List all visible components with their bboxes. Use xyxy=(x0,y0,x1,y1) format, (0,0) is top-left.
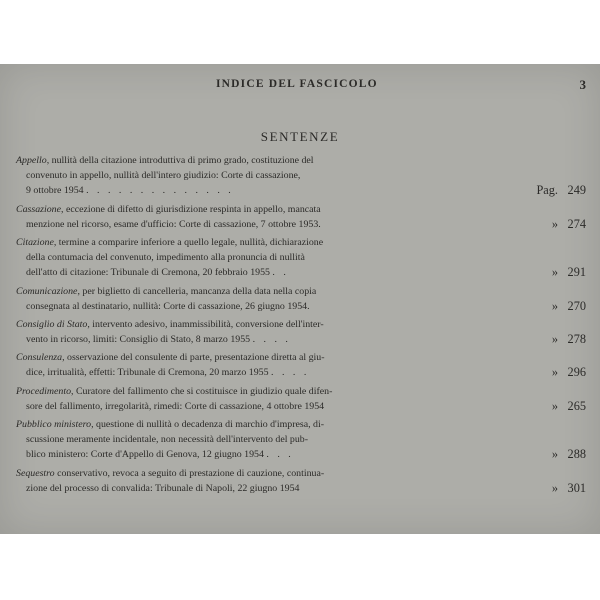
entry-topic: Consiglio di Stato xyxy=(16,318,88,330)
entry-topic: Pubblico ministero xyxy=(16,419,92,430)
scanned-page xyxy=(0,64,600,534)
entry-continuation-line xyxy=(0,447,600,462)
entry-text: , nullità della citazione introduttiva di primo grado, costituzione del xyxy=(46,155,314,166)
entry-first-line xyxy=(0,317,600,332)
entry-text: dice, irritualità, effetti: Tribunale di Cremona, 20 marzo 1955 xyxy=(26,367,269,379)
entry-first-line xyxy=(0,466,600,481)
page-label: » xyxy=(551,447,558,462)
entry-topic: Citazione xyxy=(16,236,54,248)
index-entry xyxy=(0,284,600,314)
entry-continuation-line xyxy=(0,299,600,314)
entry-topic: Sequestro xyxy=(16,467,55,479)
index-entry xyxy=(0,317,600,347)
page-ref-number: 291 xyxy=(567,265,586,280)
running-head: INDICE DEL FASCICOLO xyxy=(216,78,378,90)
entry-continuation-line xyxy=(0,399,600,414)
entry-text: , Curatore del fallimento che si costituisce in giudizio quale difen- xyxy=(71,385,333,397)
entry-text: dell'atto di citazione: Tribunale di Cremona, 20 febbraio 1955 xyxy=(26,267,270,279)
entry-continuation-line xyxy=(0,332,600,347)
entry-first-line xyxy=(0,153,600,168)
entry-continuation-line xyxy=(0,365,600,380)
entry-text: , osservazione del consulente di parte, presentazione diretta al giu- xyxy=(62,352,325,364)
entry-topic: Comunicazione xyxy=(16,285,78,297)
page-label: » xyxy=(551,332,558,347)
index-entries xyxy=(0,153,600,499)
leader-dots: . . . . xyxy=(271,367,310,379)
entry-first-line xyxy=(0,350,600,365)
entry-text: convenuto in appello, nullità dell'intero giudizio: Corte di cassazione, xyxy=(26,170,301,182)
entry-topic: Procedimento xyxy=(16,385,72,397)
entry-text: blico ministero: Corte d'Appello di Genova, 12 giugno 1954 xyxy=(26,449,264,461)
leader-dots: . . xyxy=(272,267,289,279)
page-ref-number: 265 xyxy=(567,398,586,413)
leader-dots: . . . . . . . . . . . . . . xyxy=(86,185,234,197)
entry-first-line xyxy=(0,417,600,432)
page-label: Pag. xyxy=(536,183,558,198)
entry-text: , per biglietto di cancelleria, mancanza della data nella copia xyxy=(77,285,317,297)
entry-first-line xyxy=(0,384,600,399)
entry-first-line xyxy=(0,284,600,299)
page-ref-number: 249 xyxy=(567,183,586,198)
entry-text: zione del processo di convalida: Tribunale di Napoli, 22 giugno 1954 xyxy=(26,482,300,494)
page-header xyxy=(0,78,600,94)
entry-text: , questione di nullità o decadenza di marchio d'impresa, di- xyxy=(91,419,325,430)
index-entry xyxy=(0,153,600,199)
index-entry xyxy=(0,384,600,414)
page-label: » xyxy=(551,398,558,413)
page-ref-number: 270 xyxy=(567,298,586,313)
entry-text: conservativo, revoca a seguito di prestazione di cauzione, continua- xyxy=(54,467,325,479)
index-entry xyxy=(0,235,600,281)
entry-continuation-line xyxy=(0,265,600,280)
entry-continuation-line xyxy=(0,432,600,447)
page-ref-number: 301 xyxy=(567,480,586,495)
page-ref-number: 278 xyxy=(567,332,586,347)
entry-text: consegnata al destinatario, nullità: Corte di cassazione, 26 giugno 1954. xyxy=(26,300,310,312)
entry-text: vento in ricorso, limiti: Consiglio di Stato, 8 marzo 1955 xyxy=(26,334,251,346)
page-number: 3 xyxy=(579,77,586,92)
entry-topic: Appello xyxy=(16,155,47,166)
page-ref-number: 288 xyxy=(567,447,586,462)
entry-topic: Cassazione xyxy=(16,203,61,215)
entry-text: 9 ottobre 1954 xyxy=(26,185,84,197)
entry-continuation-line xyxy=(0,168,600,183)
index-entry xyxy=(0,466,600,496)
entry-continuation-line xyxy=(0,481,600,496)
page-label: » xyxy=(551,216,558,231)
entry-text: , intervento adesivo, inammissibilità, conversione dell'inter- xyxy=(87,318,324,330)
index-entry xyxy=(0,417,600,463)
entry-first-line xyxy=(0,235,600,250)
page-ref-number: 296 xyxy=(567,365,586,380)
page-ref-number: 274 xyxy=(567,216,586,231)
entry-continuation-line xyxy=(0,250,600,265)
index-entry xyxy=(0,202,600,232)
page-label: » xyxy=(551,265,558,280)
entry-text: , eccezione di difetto di giurisdizione respinta in appello, mancata xyxy=(61,203,321,215)
leader-dots: . . . . xyxy=(252,334,291,346)
page-label: » xyxy=(551,365,558,380)
entry-text: della contumacia del convenuto, impedimento alla pronuncia di nullità xyxy=(26,252,305,264)
entry-continuation-line xyxy=(0,217,600,232)
entry-text: menzione nel ricorso, esame d'ufficio: Corte di cassazione, 7 ottobre 1953. xyxy=(26,218,321,230)
entry-first-line xyxy=(0,202,600,217)
index-entry xyxy=(0,350,600,380)
entry-topic: Consulenza xyxy=(16,352,63,364)
page-label: » xyxy=(551,298,558,313)
entry-continuation-line xyxy=(0,183,600,198)
entry-text: , termine a comparire inferiore a quello legale, nullità, dichiarazione xyxy=(53,236,324,248)
entry-text: sore del fallimento, irregolarità, rimedi: Corte di cassazione, 4 ottobre 1954 xyxy=(26,400,325,412)
entry-text: scussione meramente incidentale, non necessità dell'intervento del pub- xyxy=(26,434,309,446)
section-title: SENTENZE xyxy=(260,129,340,144)
leader-dots: . . . xyxy=(266,449,294,461)
page-label: » xyxy=(551,480,558,495)
